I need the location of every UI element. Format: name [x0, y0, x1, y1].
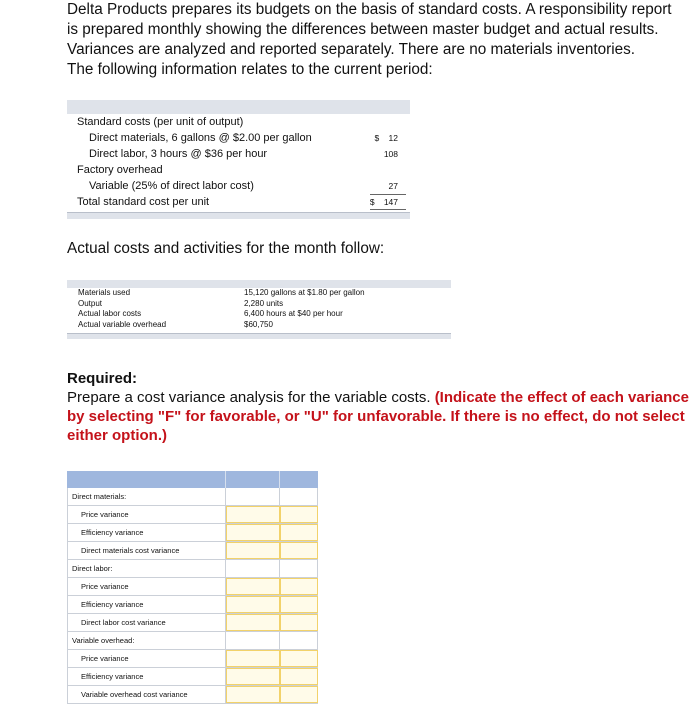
variance-effect-select[interactable] — [280, 686, 318, 703]
table-row — [67, 178, 410, 194]
variance-label: Variable overhead: — [67, 632, 226, 649]
empty-cell — [226, 488, 280, 505]
variance-label: Direct materials: — [67, 488, 226, 505]
table-row — [67, 162, 410, 178]
variance-answer-grid — [67, 471, 318, 704]
dl-value: 108 — [383, 149, 398, 159]
table-row — [67, 650, 318, 668]
empty-cell — [280, 488, 318, 505]
variance-label: Direct labor: — [67, 560, 226, 577]
table-row — [67, 668, 318, 686]
table-row — [67, 114, 410, 130]
actual-value: 6,400 hours at $40 per hour — [244, 309, 343, 318]
intro-line: The following information relates to the current period: — [67, 61, 433, 78]
table-row — [67, 524, 318, 542]
actual-costs-table — [67, 280, 451, 339]
dm-value: $ 12 — [374, 133, 398, 143]
std-heading: Standard costs (per unit of output) — [77, 116, 244, 128]
standard-costs-table — [67, 100, 410, 219]
actual-label: Actual labor costs — [78, 309, 142, 318]
table-row — [67, 194, 410, 210]
variance-label: Direct materials cost variance — [67, 542, 226, 559]
foh-label: Factory overhead — [77, 164, 163, 176]
variance-effect-select[interactable] — [280, 650, 318, 667]
table-row — [67, 614, 318, 632]
var-value: 27 — [388, 181, 398, 191]
table-header-bar — [67, 280, 451, 288]
actual-value: $60,750 — [244, 319, 273, 329]
variance-label: Direct labor cost variance — [67, 614, 226, 631]
empty-cell — [280, 632, 318, 649]
table-row — [67, 596, 318, 614]
variance-amount-input[interactable] — [226, 614, 280, 631]
total-value: $ 147 — [369, 197, 398, 207]
table-row — [67, 560, 318, 578]
required-instruction: (Indicate the effect of each variance by selecting "F" for favorable, or "U" for unfavorable. If there is no effect, do not select either option.) — [67, 389, 689, 444]
actual-label: Output — [78, 298, 103, 308]
table-row — [67, 288, 451, 299]
variance-label: Efficiency variance — [67, 668, 226, 685]
actual-intro: Actual costs and activities for the month follow: — [67, 240, 385, 257]
variance-effect-select[interactable] — [280, 524, 318, 541]
actual-value: 15,120 gallons at $1.80 per gallon — [244, 288, 365, 297]
variance-label: Efficiency variance — [67, 596, 226, 613]
variance-amount-input[interactable] — [226, 596, 280, 613]
total-rule — [370, 209, 406, 210]
variance-effect-select[interactable] — [280, 668, 318, 685]
variance-label: Efficiency variance — [67, 524, 226, 541]
intro-line: is prepared monthly showing the differences between master budget and actual results. — [67, 21, 659, 38]
variance-amount-input[interactable] — [226, 542, 280, 559]
table-row — [67, 578, 318, 596]
table-row — [67, 506, 318, 524]
table-row — [67, 320, 451, 331]
var-label: Variable (25% of direct labor cost) — [89, 180, 254, 192]
required-section — [67, 369, 697, 445]
table-row — [67, 299, 451, 310]
grid-body — [67, 488, 318, 704]
actual-value: 2,280 units — [244, 298, 284, 308]
variance-amount-input[interactable] — [226, 506, 280, 523]
variance-label: Price variance — [67, 506, 226, 523]
variance-amount-input[interactable] — [226, 524, 280, 541]
empty-cell — [280, 560, 318, 577]
empty-cell — [226, 560, 280, 577]
actual-label: Materials used — [78, 288, 131, 297]
variance-amount-input[interactable] — [226, 668, 280, 685]
variance-effect-select[interactable] — [280, 578, 318, 595]
problem-intro — [67, 0, 697, 80]
table-row — [67, 488, 318, 506]
variance-amount-input[interactable] — [226, 650, 280, 667]
total-label: Total standard cost per unit — [77, 196, 210, 208]
grid-header-cell — [226, 471, 281, 488]
table-row — [67, 542, 318, 560]
actual-label: Actual variable overhead — [78, 319, 167, 329]
empty-cell — [226, 632, 280, 649]
required-text: Prepare a cost variance analysis for the variable costs. — [67, 389, 431, 406]
variance-amount-input[interactable] — [226, 578, 280, 595]
table-row — [67, 632, 318, 650]
variance-amount-input[interactable] — [226, 686, 280, 703]
grid-header — [67, 471, 318, 488]
intro-line: Delta Products prepares its budgets on the basis of standard costs. A responsibility report — [67, 1, 672, 18]
variance-label: Variable overhead cost variance — [67, 686, 226, 703]
dl-label: Direct labor, 3 hours @ $36 per hour — [89, 148, 268, 160]
grid-header-cell — [67, 471, 226, 488]
variance-effect-select[interactable] — [280, 506, 318, 523]
table-footer-bar — [67, 333, 451, 339]
table-header-bar — [67, 100, 410, 114]
variance-label: Price variance — [67, 650, 226, 667]
table-row — [67, 146, 410, 162]
variance-label: Price variance — [67, 578, 226, 595]
grid-header-cell — [280, 471, 318, 488]
variance-effect-select[interactable] — [280, 542, 318, 559]
variance-effect-select[interactable] — [280, 614, 318, 631]
table-footer-bar — [67, 212, 410, 219]
required-heading: Required: — [67, 370, 138, 387]
table-row — [67, 130, 410, 146]
table-row — [67, 309, 451, 320]
dm-label: Direct materials, 6 gallons @ $2.00 per gallon — [89, 132, 312, 144]
table-row — [67, 686, 318, 704]
intro-line: Variances are analyzed and reported separately. There are no materials inventories. — [67, 41, 636, 58]
variance-effect-select[interactable] — [280, 596, 318, 613]
